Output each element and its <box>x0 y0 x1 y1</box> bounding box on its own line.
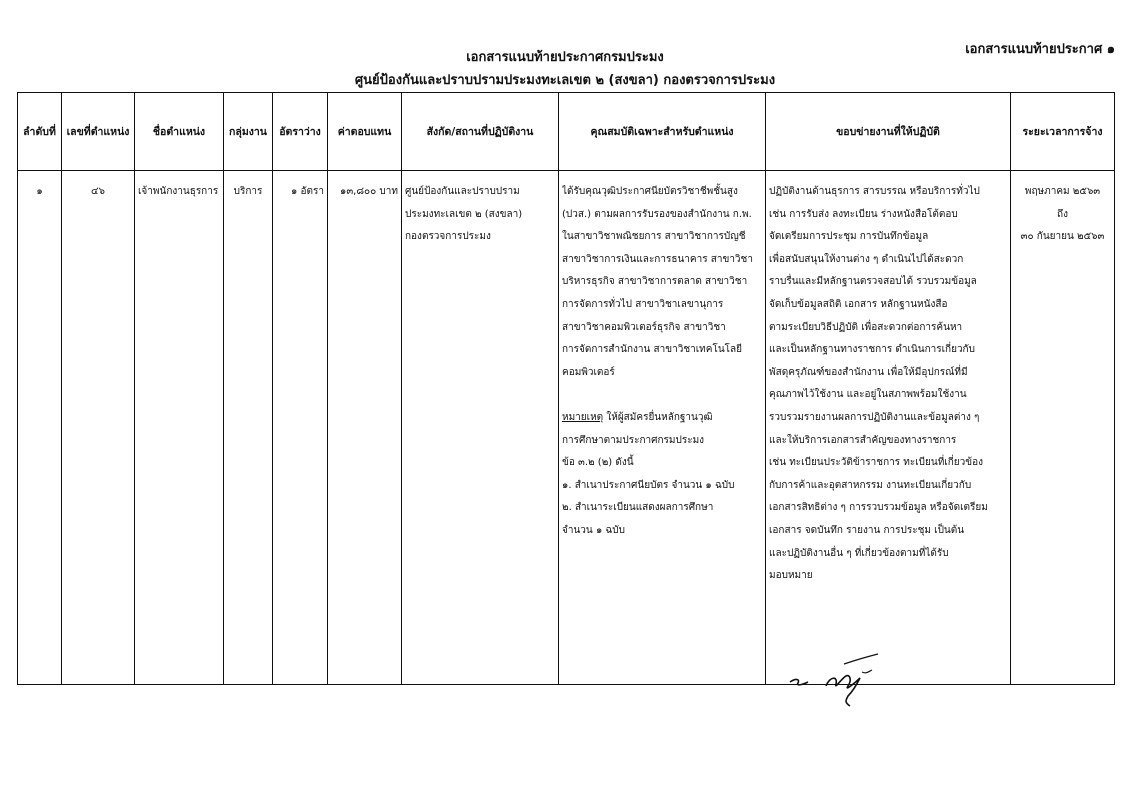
cell-workplace <box>402 171 559 685</box>
position-table <box>17 92 1115 685</box>
period-line: พฤษภาคม ๒๕๖๓ <box>1024 186 1101 197</box>
col-header-position-no: เลขที่ตำแหน่ง <box>62 93 135 171</box>
col-header-job-group: กลุ่มงาน <box>224 93 273 171</box>
annex-label: เอกสารแนบท้ายประกาศ ๑ <box>965 42 1115 57</box>
cell-job-group: บริการ <box>224 171 273 685</box>
scope-line: เช่น การรับส่ง ลงทะเบียน ร่างหนังสือโต้ตอบ <box>769 208 958 220</box>
note-line: จำนวน ๑ ฉบับ <box>562 524 625 536</box>
spacer <box>562 384 762 407</box>
workplace-line: ศูนย์ป้องกันและปราบปราม <box>405 186 520 197</box>
qualification-line: ได้รับคุณวุฒิประกาศนียบัตรวิชาชีพชั้นสูง <box>562 186 738 197</box>
cell-order: ๑ <box>18 171 62 685</box>
cell-period <box>1011 171 1115 685</box>
cell-vacancy: ๑ อัตรา <box>273 171 328 685</box>
scope-line: ตามระเบียบวิธีปฏิบัติ เพื่อสะดวกต่อการค้นหา <box>769 321 963 333</box>
scope-line: มอบหมาย <box>769 570 813 582</box>
cell-scope <box>766 171 1011 685</box>
scope-line: เอกสาร จดบันทึก รายงาน การประชุม เป็นต้น <box>769 524 965 536</box>
scope-line: พัสดุครุภัณฑ์ของสำนักงาน เพื่อให้มีอุปกรณ์ที่มี <box>769 366 968 378</box>
document-title: เอกสารแนบท้ายประกาศกรมประมง <box>466 50 664 65</box>
qualification-line: ในสาขาวิชาพณิชยการ สาขาวิชาการบัญชี <box>562 231 746 243</box>
scope-line: เช่น ทะเบียนประวัติข้าราชการ ทะเบียนที่เกี่ยวข้อง <box>769 457 983 469</box>
scope-line: รวบรวมรายงานผลการปฏิบัติงานและข้อมูลต่าง ๆ <box>769 411 980 423</box>
note-label: หมายเหตุ <box>562 411 604 423</box>
scope-line: ปฏิบัติงานด้านธุรการ สารบรรณ หรือบริการทั่วไป <box>769 186 980 197</box>
scope-line: เพื่อสนับสนุนให้งานต่าง ๆ ดำเนินไปได้สะดวก <box>769 253 964 265</box>
scope-line: จัดเก็บข้อมูลสถิติ เอกสาร หลักฐานหนังสือ <box>769 298 948 310</box>
col-header-order: ลำดับที่ <box>18 93 62 171</box>
qualification-line: (ปวส.) ตามผลการรับรองของสำนักงาน ก.พ. <box>562 208 752 220</box>
cell-position-name: เจ้าพนักงานธุรการ <box>135 171 224 685</box>
col-header-workplace: สังกัด/สถานที่ปฏิบัติงาน <box>402 93 559 171</box>
scope-line: ราบรื่นและมีหลักฐานตรวจสอบได้ รวบรวมข้อมูล <box>769 276 977 288</box>
scope-line: คุณภาพไว้ใช้งาน และอยู่ในสภาพพร้อมใช้งาน <box>769 389 967 401</box>
period-line: ๓๐ กันยายน ๒๕๖๓ <box>1020 231 1105 243</box>
qualification-line: บริหารธุรกิจ สาขาวิชาการตลาด สาขาวิชา <box>562 276 748 288</box>
table-row <box>18 171 1115 685</box>
workplace-line: กองตรวจการประมง <box>405 231 491 243</box>
cell-position-no: ๔๖ <box>62 171 135 685</box>
scope-line: และให้บริการเอกสารสำคัญของทางราชการ <box>769 434 957 446</box>
col-header-qualifications: คุณสมบัติเฉพาะสำหรับตำแหน่ง <box>559 93 766 171</box>
scope-line: จัดเตรียมการประชุม การบันทึกข้อมูล <box>769 231 929 243</box>
col-header-period: ระยะเวลาการจ้าง <box>1011 93 1115 171</box>
col-header-position-name: ชื่อตำแหน่ง <box>135 93 224 171</box>
note-line: การศึกษาตามประกาศกรมประมง <box>562 434 705 446</box>
qualification-line: การจัดการทั่วไป สาขาวิชาเลขานุการ <box>562 298 724 310</box>
note-first-line <box>562 407 762 430</box>
workplace-line: ประมงทะเลเขต ๒ (สงขลา) <box>405 208 523 220</box>
cell-qualifications <box>559 171 766 685</box>
cell-compensation: ๑๓,๘๐๐ บาท <box>328 171 402 685</box>
scope-line: และปฏิบัติงานอื่น ๆ ที่เกี่ยวข้องตามที่ได้รับ <box>769 547 949 559</box>
period-line: ถึง <box>1057 208 1068 220</box>
scope-line: เอกสารสิทธิต่าง ๆ การรวบรวมข้อมูล หรือจัดเตรียม <box>769 502 988 514</box>
qualification-line: คอมพิวเตอร์ <box>562 366 615 378</box>
note-text: ให้ผู้สมัครยื่นหลักฐานวุฒิ <box>603 411 713 423</box>
document-subtitle: ศูนย์ป้องกันและปราบปรามประมงทะเลเขต ๒ (สงขลา) กองตรวจการประมง <box>354 73 776 88</box>
note-line: ๒. สำเนาระเบียนแสดงผลการศึกษา <box>562 502 714 514</box>
col-header-vacancy: อัตราว่าง <box>273 93 328 171</box>
col-header-scope: ขอบข่ายงานที่ให้ปฏิบัติ <box>766 93 1011 171</box>
qualification-line: การจัดการสำนักงาน สาขาวิชาเทคโนโลยี <box>562 344 743 356</box>
qualification-line: สาขาวิชาการเงินและการธนาคาร สาขาวิชา <box>562 253 753 265</box>
note-line: ๑. สำเนาประกาศนียบัตร จำนวน ๑ ฉบับ <box>562 479 735 491</box>
table-header-row <box>18 93 1115 171</box>
scope-line: กับการค้าและอุตสาหกรรม งานทะเบียนเกี่ยวกับ <box>769 479 972 491</box>
qualification-line: สาขาวิชาคอมพิวเตอร์ธุรกิจ สาขาวิชา <box>562 321 726 333</box>
scope-line: และเป็นหลักฐานทางราชการ ดำเนินการเกี่ยวกับ <box>769 344 975 356</box>
signature-icon <box>786 652 886 710</box>
note-line: ข้อ ๓.๒ (๒) ดังนี้ <box>562 457 634 469</box>
col-header-compensation: ค่าตอบแทน <box>328 93 402 171</box>
